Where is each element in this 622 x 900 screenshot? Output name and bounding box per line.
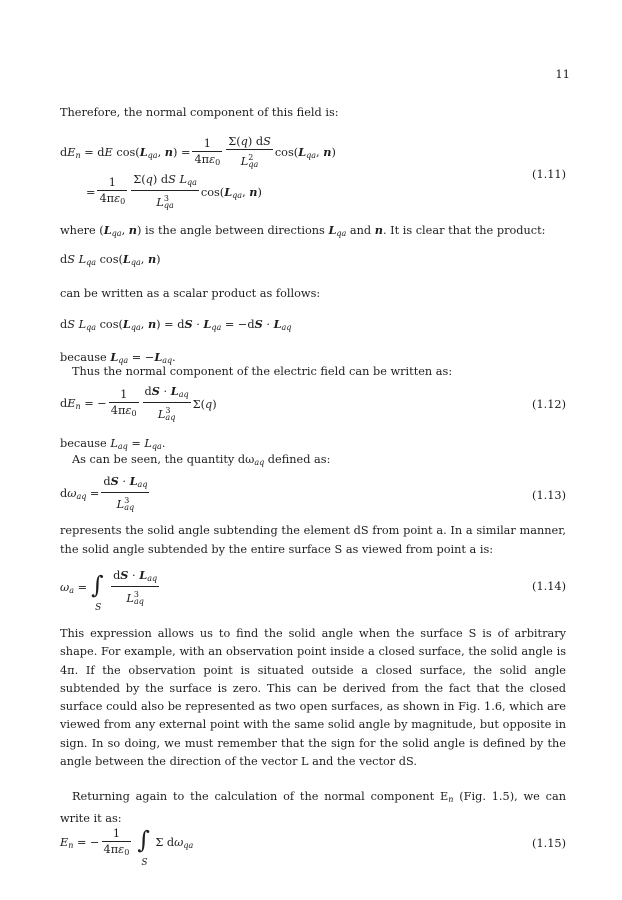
paragraph-angle-definition: where ($L_{qa}$, n) is the angle between directions $L_{qa}$ and n. It is clear that the product:	[60, 223, 546, 238]
equation-1-11-line2: = $\frac{1}{4\pi\varepsilon_0}$ $\frac{\Sigma(q) dS L_{qa}}{L^3_{qa}}$ $\cos(L_{qa}$, n)	[86, 173, 262, 210]
equation-number-1-12: (1.12)	[532, 398, 566, 411]
equation-1-12: $dE_n$ = − $\frac{1}{4\pi\varepsilon_0}$ $\frac{dS \cdot L_{aq}}{L^3_{aq}}$ Σ(q)	[60, 384, 217, 422]
expression-scalar-product: dS $L_{qa}$ $\cos(L_{qa}$, n) = dS · $L_{qa} = -dS \cdot L_{aq}$	[60, 317, 292, 332]
equation-number-1-15: (1.15)	[532, 837, 566, 850]
paragraph-solid-angle: represents the solid angle subtending the element dS from point a. In a similar manner, the solid angle subtended by the entire surface S as viewed from point a is:	[60, 524, 566, 556]
paragraph-intro: Therefore, the normal component of this field is:	[60, 106, 339, 119]
paragraph-arbitrary-shape: This expression allows us to find the solid angle when the surface S is of arbitrary shape. For example, with an observation point inside a closed surface, the solid angle is 4π. If the observation point is situated outside a closed surface, the solid angle subtended by the surface is zero. This can be derived from the fact that the closed surface could also be represented as two open surfaces, as shown in Fig. 1.6, which are viewed from any external point with the same solid angle by magnitude, but opposite in sign. In so doing, we must remember that the sign for the solid angle is defined by the angle between the direction of the vector L and the vector dS.	[60, 627, 566, 769]
equation-1-14: $\omega_a$ = ∫ S $\frac{dS \cdot L_{aq}}{L^3_{aq}}$	[60, 568, 158, 614]
paragraph-because-2: because $L_{aq} = L_{qa}$.	[60, 437, 166, 451]
paragraph-because-1: because $L_{qa} = -L_{aq}$.	[60, 350, 176, 365]
paragraph-quantity: As can be seen, the quantity $d\omega_{aq}$ defined as:	[72, 453, 331, 467]
equation-1-15: $E_n$ = − $\frac{1}{4\pi\varepsilon_0}$ ∫ S Σ $d\omega_{qa}$	[60, 826, 194, 868]
page-number: 11	[555, 67, 570, 81]
paragraph-normal-component: Thus the normal component of the electric field can be written as:	[72, 365, 453, 378]
equation-1-13: $d\omega_{aq}$ = $\frac{dS \cdot L_{aq}}{L^3_{aq}}$	[60, 474, 148, 512]
equation-number-1-13: (1.13)	[532, 489, 566, 502]
paragraph-returning: Returning again to the calculation of the normal component $E_n$ (Fig. 1.5), we can write it as:	[60, 790, 567, 825]
equation-number-1-14: (1.14)	[532, 580, 566, 593]
equation-number-1-11: (1.11)	[532, 168, 566, 181]
expression-product: dS $L_{qa}$ $\cos(L_{qa}$, n)	[60, 252, 161, 267]
equation-1-11-line1: $dE_n$ = dE $\cos(L_{qa}$, n) = $\frac{1}{4\pi\varepsilon_0}$ $\frac{\Sigma(q) dS}{L^2_{qa}}$ $\cos(L_{qa}$, n)	[60, 135, 336, 169]
paragraph-scalar-product: can be written as a scalar product as follows:	[60, 287, 321, 300]
